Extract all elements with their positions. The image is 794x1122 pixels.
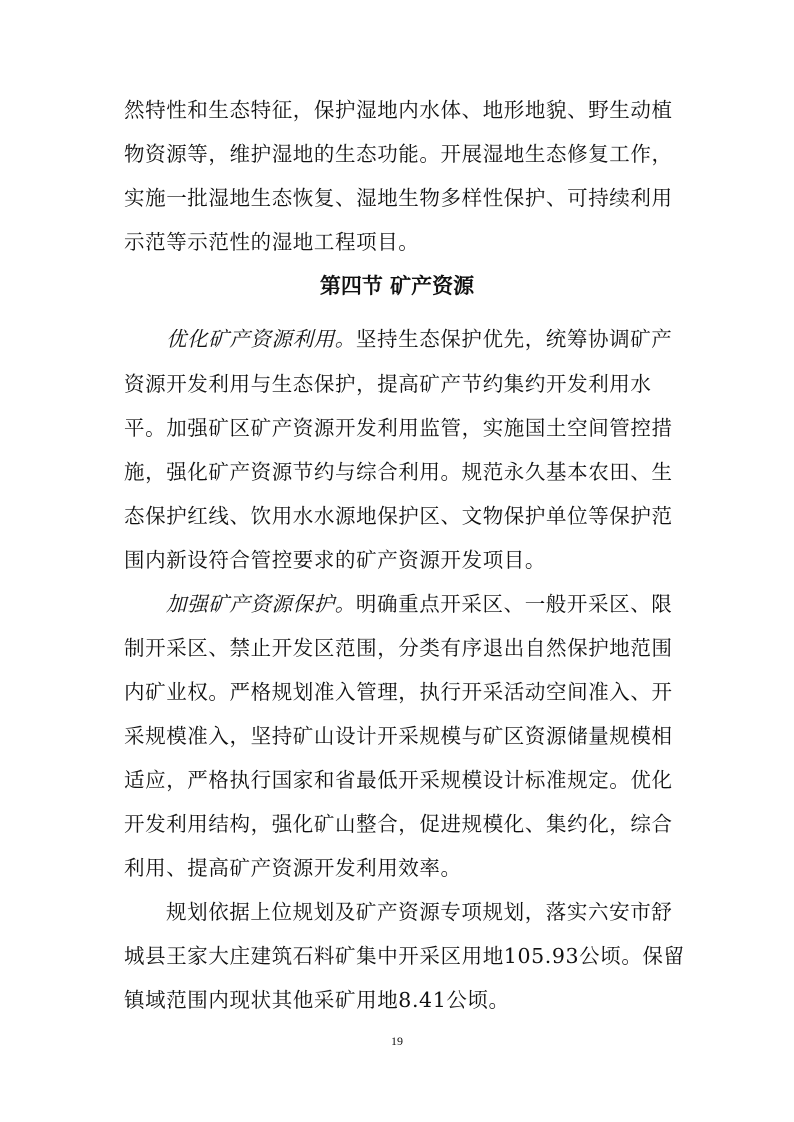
paragraph-line: 实施一批湿地生态恢复、湿地生物多样性保护、可持续利用: [124, 186, 673, 210]
paragraph-line: 然特性和生态特征，保护湿地内水体、地形地貌、野生动植: [124, 98, 673, 122]
paragraph-lead: 加强矿产资源保护。: [166, 592, 356, 616]
paragraph-line: 制开采区、禁止开发区范围，分类有序退出自然保护地范围: [124, 636, 673, 660]
paragraph-line: [166, 321, 672, 357]
paragraph-line: 资源开发利用与生态保护，提高矿产节约集约开发利用水: [124, 372, 652, 396]
page-number: 19: [391, 1034, 403, 1048]
paragraph-line: [166, 586, 672, 622]
paragraph-line: 开发利用结构，强化矿山整合，促进规模化、集约化，综合: [124, 812, 673, 836]
paragraph-text: 坚持生态保护优先，统筹协调矿产: [355, 327, 673, 351]
paragraph-line: 规划依据上位规划及矿产资源专项规划，落实六安市舒: [166, 900, 673, 924]
paragraph-line: 施，强化矿产资源节约与综合利用。规范永久基本农田、生: [124, 460, 673, 484]
paragraph-line: 示范等示范性的湿地工程项目。: [124, 230, 420, 254]
paragraph-line: 围内新设符合管控要求的矿产资源开发项目。: [124, 548, 546, 572]
paragraph-line: 镇域范围内现状其他采矿用地8.41公顷。: [124, 988, 510, 1012]
paragraph-lead: 优化矿产资源利用。: [166, 327, 356, 351]
paragraph-line: 内矿业权。严格规划准入管理，执行开采活动空间准入、开: [124, 680, 673, 704]
paragraph-line: 适应，严格执行国家和省最低开采规模设计标准规定。优化: [124, 768, 673, 792]
paragraph-line: 态保护红线、饮用水水源地保护区、文物保护单位等保护范: [124, 504, 673, 528]
paragraph-line: 城县王家大庄建筑石料矿集中开采区用地105.93公顷。保留: [124, 944, 685, 968]
section-heading: 第四节 矿产资源: [319, 274, 475, 298]
paragraph-line: 物资源等，维护湿地的生态功能。开展湿地生态修复工作，: [124, 142, 673, 166]
paragraph-text: 明确重点开采区、一般开采区、限: [355, 592, 673, 616]
paragraph-line: 平。加强矿区矿产资源开发利用监管，实施国土空间管控措: [124, 416, 673, 440]
paragraph-line: 采规模准入，坚持矿山设计开采规模与矿区资源储量规模相: [124, 724, 673, 748]
paragraph-line: 利用、提高矿产资源开发利用效率。: [124, 856, 462, 880]
